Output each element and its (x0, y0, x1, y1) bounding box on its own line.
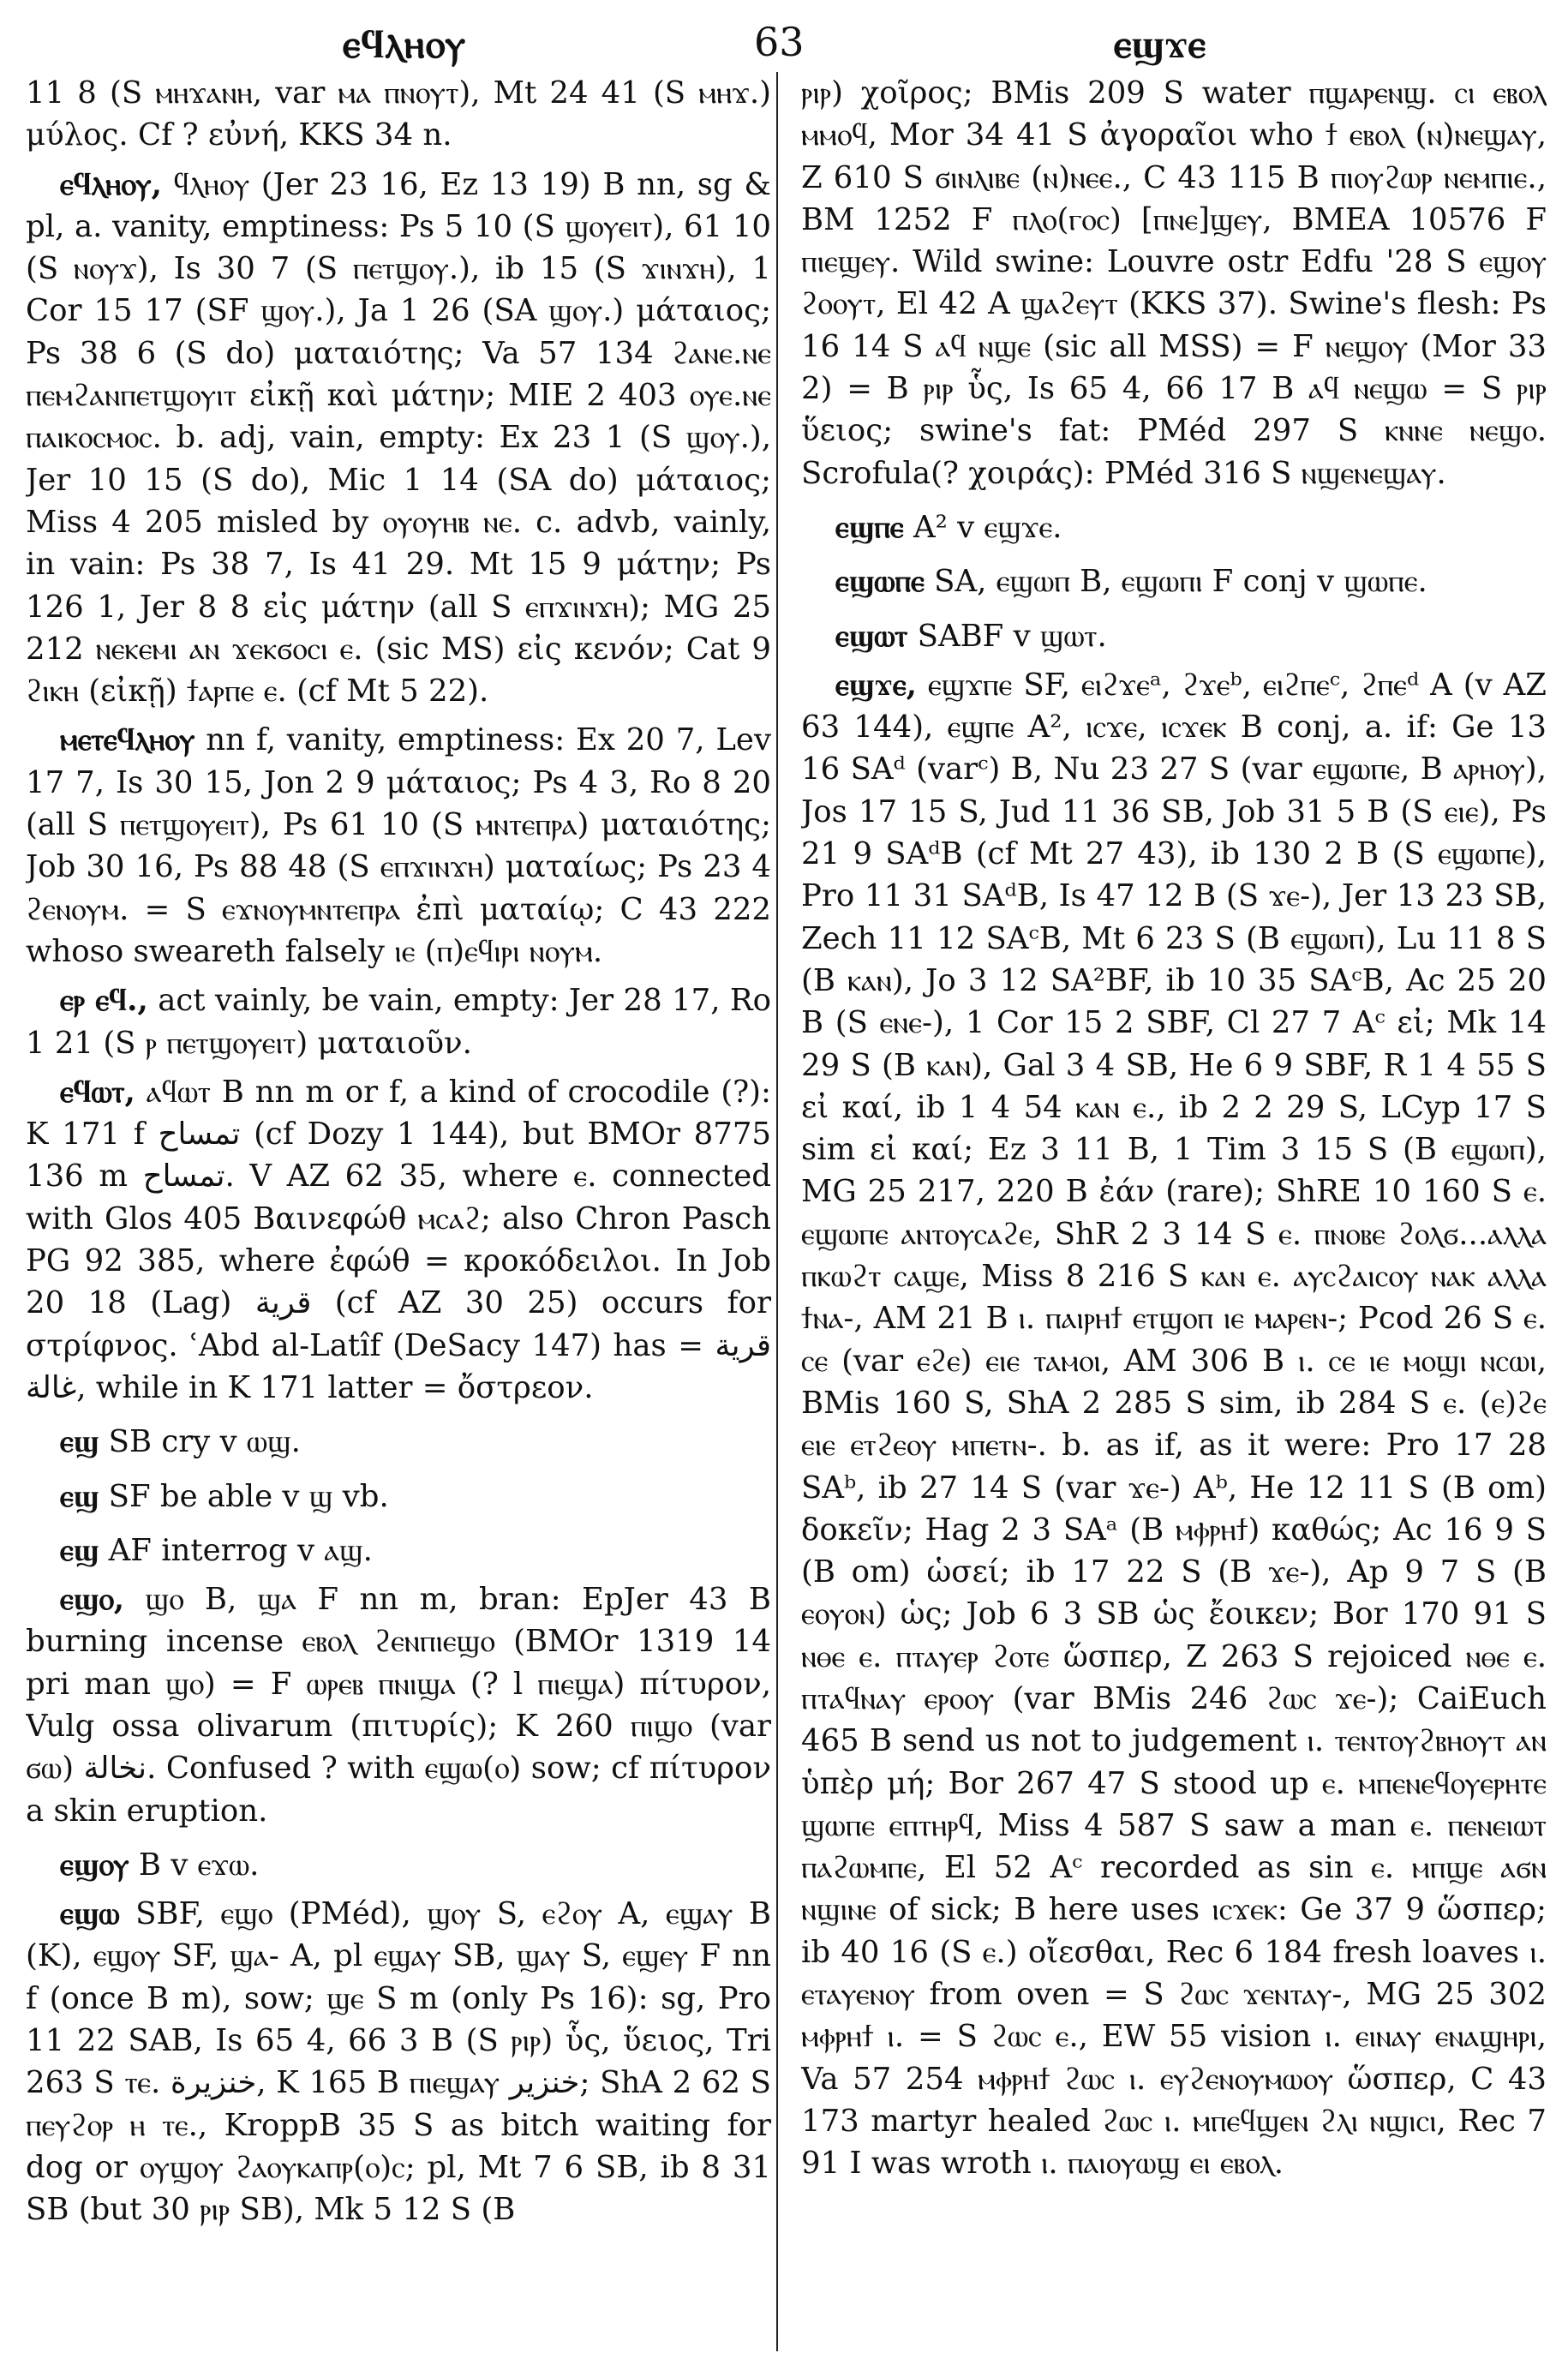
headword: ⲙⲉⲧⲉϥⲗⲏⲟⲩ (60, 722, 195, 758)
headword: ⲉϣ (60, 1478, 99, 1514)
entry-esh-interrog: ⲉϣ AF interrog v ⲁϣ. (60, 1532, 373, 1568)
left-column (26, 72, 771, 2343)
entry-continuation: ⲣⲓⲣ) χοῖρος; BMis 209 S water ⲡϣⲁⲣⲉⲛϣ. ⲥⲓ ⲉⲃⲟⲗ ⲙⲙⲟϥ, Mor 34 41 S ἀγοραῖοι who ϯ ⲉⲃⲟⲗ (ⲛ)ⲛⲉϣⲁⲩ, Z 610 S ϭⲓⲛⲗⲓⲃⲉ (ⲛ)ⲛⲉⲉ., C 43 115 B ⲡⲓⲟⲩϩⲱⲣ ⲛⲉⲙⲡⲓⲉ., BM 1252 F ⲡⲗⲟ(ⲅⲟⲥ) [ⲡⲛⲉ]ϣⲉⲩ, BMEA 10576 F ⲡⲓⲉϣⲉⲩ. Wild swine: Louvre ostr Edfu '28 S ⲉϣⲟⲩ ϩⲟⲟⲩⲧ, El 42 A ϣⲁϩⲉⲩⲧ (KKS 37). Swine's flesh: Ps 16 14 S ⲁϥ ⲛϣⲉ (sic all MSS) = F ⲛⲉϣⲟⲩ (Mor 33 2) = B ⲣⲓⲣ ὗς, Is 65 4, 66 17 B ⲁϥ ⲛⲉϣⲱ = S ⲣⲓⲣ ὕειος; swine's fat: PMéd 297 S ⲕⲛⲛⲉ ⲛⲉϣⲟ. Scrofula(? χοιράς): PMéd 316 S ⲛϣⲉⲛⲉϣⲁⲩ. (801, 75, 1547, 491)
entry-esh-cry: ⲉϣ SB cry v ⲱϣ. (60, 1424, 301, 1460)
headword: ⲉϣ (60, 1424, 99, 1460)
headword: ⲉϣⲱ (60, 1896, 120, 1932)
headword: ⲉϣ (60, 1532, 99, 1568)
running-headword-left: ⲉϥⲗⲏⲟⲩ (343, 21, 467, 67)
entry-esh-able: ⲉϣ SF be able v ϣ vb. (60, 1478, 389, 1514)
right-column (801, 72, 1547, 2343)
headword: ⲉϣⲟⲩ (60, 1847, 129, 1883)
page-number: 63 (754, 19, 805, 65)
running-headword-right: ⲉϣϫⲉ (1114, 21, 1206, 67)
headword: ⲉϥⲗⲏⲟⲩ, (60, 166, 162, 202)
entry-eshou: ⲉϣⲟⲩ B v ⲉϫⲱ. (60, 1847, 260, 1883)
column-divider (776, 72, 778, 2351)
subentry-metephleou: ⲙⲉⲧⲉϥⲗⲏⲟⲩ nn f, vanity, emptiness: Ex 20 7, Lev 17 7, Is 30 15, Jon 2 9 μάταιος; Ps 4 3, Ro 8 20 (all S ⲡⲉⲧϣⲟⲩⲉⲓⲧ), Ps 61 10 (S ⲙⲛⲧⲉⲡⲣⲁ) ματαιότης; Job 30 16, Ps 88 48 (S ⲉⲡϫⲓⲛϫⲏ) ματαίως; Ps 23 4 ϩⲉⲛⲟⲩⲙ. = S ⲉϫⲛⲟⲩⲙⲛⲧⲉⲡⲣⲁ ἐπὶ ματαίῳ; C 43 222 whoso sweareth falsely ⲓⲉ (ⲡ)ⲉϥⲓⲣⲓ ⲛⲟⲩⲙ. (26, 722, 771, 969)
headword: ⲉϥⲱⲧ, (60, 1074, 135, 1110)
entry-esho: ⲉϣⲟ, ϣⲟ B, ϣⲁ F nn m, bran: EpJer 43 B burning incense ⲉⲃⲟⲗ ϩⲉⲛⲡⲓⲉϣⲟ (BMOr 1319 14 pri man ϣⲟ) = F ⲱⲣⲉⲃ ⲡⲛⲓϣⲁ (? l ⲡⲓⲉϣⲁ) πίτυρον, Vulg ossa olivarum (πιτυρίς); K 260 ⲡⲓϣⲟ (var ϭⲱ) نخالة. Confused ? with ⲉϣⲱ(ⲟ) sow; cf πίτυρον a skin eruption. (26, 1582, 771, 1829)
headword: ⲉϣⲟ, (60, 1582, 125, 1618)
headword: ⲉϣⲡⲉ (835, 509, 904, 545)
entry-ephot: ⲉϥⲱⲧ, ⲁϥⲱⲧ B nn m or f, a kind of crocodile (?): K 171 f تمساح (cf Dozy 1 144), but BMOr 8775 136 m تمساح. V AZ 62 35, where ⲉ. connected with Glos 405 Βαινεφώθ ⲙⲥⲁϩ; also Chron Pasch PG 92 385, where ἐφώθ = κροκόδειλοι. In Job 20 18 (Lag) قرية (cf AZ 30 25) occurs for στρίφνος. ʿAbd al-Latîf (DeSacy 147) has قرية = غالة, while in K 171 latter = ὄστρεον. (26, 1074, 771, 1405)
headword: ⲉⲣ ⲉϥ., (60, 983, 148, 1019)
entry-esho-sow: ⲉϣⲱ SBF, ⲉϣⲟ (PMéd), ϣⲟⲩ S, ⲉϩⲟⲩ A, ⲉϣⲁⲩ B (K), ⲉϣⲟⲩ SF, ϣⲁ- A, pl ⲉϣⲁⲩ SB, ϣⲁⲩ S, ⲉϣⲉⲩ F nn f (once B m), sow; ϣⲉ S m (only Ps 16): sg, Pro 11 22 SAB, Is 65 4, 66 3 B (S ⲣⲓⲣ) ὗς, ὕειος, Tri 263 S ⲧⲉ. خنزيرة, K 165 B ⲡⲓⲉϣⲁⲩ خنزير; ShA 2 62 S ⲡⲉⲩϩⲟⲣ ⲏ ⲧⲉ., KroppB 35 S as bitch waiting for dog or ⲟⲩϣⲟⲩ ϩⲁⲟⲩⲕⲁⲡⲣ(ⲟ)ⲥ; pl, Mt 7 6 SB, ib 8 31 SB (but 30 ⲣⲓⲣ SB), Mk 5 12 S (B (26, 1896, 771, 2228)
entry-continuation: 11 8 (S ⲙⲏϫⲁⲛⲏ, var ⲙⲁ ⲡⲛⲟⲩⲧ), Mt 24 41 (S ⲙⲏϫ.) μύλος. Cf ? εὐνή, KKS 34 n. (26, 75, 771, 153)
page-header (0, 12, 1568, 72)
headword: ⲉϣϫⲉ, (835, 667, 917, 703)
headword: ⲉϣⲱⲡⲉ (835, 564, 925, 600)
entry-eshje: ⲉϣϫⲉ, ⲉϣϫⲡⲉ SF, ⲉⲓϩϫⲉᵃ, ϩϫⲉᵇ, ⲉⲓϩⲡⲉᶜ, ϩⲡⲉᵈ A (v AZ 63 144), ⲉϣⲡⲉ A², ⲓⲥϫⲉ, ⲓⲥϫⲉⲕ B conj, a. if: Ge 13 16 SAᵈ (varᶜ) B, Nu 23 27 S (var ⲉϣⲱⲡⲉ, B ⲁⲣⲏⲟⲩ), Jos 17 15 S, Jud 11 36 SB, Job 31 5 B (S ⲉⲓⲉ), Ps 21 9 SAᵈB (cf Mt 27 43), ib 130 2 B (S ⲉϣⲱⲡⲉ), Pro 11 31 SAᵈB, Is 47 12 B (S ϫⲉ-), Jer 13 23 SB, Zech 11 12 SAᶜB, Mt 6 23 S (B ⲉϣⲱⲡ), Lu 11 8 S (B ⲕⲁⲛ), Jo 3 12 SA²BF, ib 10 35 SAᶜB, Ac 25 20 B (S ⲉⲛⲉ-), 1 Cor 15 2 SBF, Cl 27 7 Aᶜ εἰ; Mk 14 29 S (B ⲕⲁⲛ), Gal 3 4 SB, He 6 9 SBF, R 1 4 55 S εἰ καί, ib 1 4 54 ⲕⲁⲛ ⲉ., ib 2 2 29 S, LCyp 17 S sim εἰ καί; Ez 3 11 B, 1 Tim 3 15 S (B ⲉϣⲱⲡ), MG 25 217, 220 B ἐάν (rare); ShRE 10 160 S ⲉ. ⲉϣⲱⲡⲉ ⲁⲛⲧⲟⲩⲥⲁϩⲉ, ShR 2 3 14 S ⲉ. ⲡⲛⲟⲃⲉ ϩⲟⲗϭ...ⲁⲗⲗⲁ ⲡⲕⲱϩⲧ ⲥⲁϣⲉ, Miss 8 216 S ⲕⲁⲛ ⲉ. ⲁⲩⲥϩⲁⲓⲥⲟⲩ ⲛⲁⲕ ⲁⲗⲗⲁ ϯⲛⲁ-, AM 21 B ⲓ. ⲡⲁⲓⲣⲏϯ ⲉⲧϣⲟⲡ ⲓⲉ ⲙⲁⲣⲉⲛ-; Pcod 26 S ⲉ. ⲥⲉ (var ⲉϩⲉ) ⲉⲓⲉ ⲧⲁⲙⲟⲓ, AM 306 B ⲓ. ⲥⲉ ⲓⲉ ⲙⲟϣⲓ ⲛⲥⲱⲓ, BMis 160 S, ShA 2 285 S sim, ib 284 S ⲉ. (ⲉ)ϩⲉ ⲉⲓⲉ ⲉⲧϩⲉⲟⲩ ⲙⲡⲉⲧⲛ-. b. as if, as it were: Pro 17 28 SAᵇ, ib 27 14 S (var ϫⲉ-) Aᵇ, He 12 11 S (B om) δοκεῖν; Hag 2 3 SAᵃ (B ⲙⲫⲣⲏϯ) καθώς; Ac 16 9 S (B om) ὡσεί; ib 17 22 S (B ϫⲉ-), Ap 9 7 S (B ⲉⲟⲩⲟⲛ) ὡς; Job 6 3 SB ὡς ἔοικεν; Bor 170 91 S ⲛⲑⲉ ⲉ. ⲡⲧⲁⲩⲉⲣ ϩⲟⲧⲉ ὥσπερ, Z 263 S rejoiced ⲛⲑⲉ ⲉ. ⲡⲧⲁϥⲛⲁⲩ ⲉⲣⲟⲟⲩ (var BMis 246 ϩⲱⲥ ϫⲉ-); CaiEuch 465 B send us not to judgement ⲓ. ⲧⲉⲛⲧⲟⲩϩⲃⲏⲟⲩⲧ ⲁⲛ ὑπὲρ μή; Bor 267 47 S stood up ⲉ. ⲙⲡⲉⲛⲉϥⲟⲩⲉⲣⲏⲧⲉ ϣⲱⲡⲉ ⲉⲡⲧⲏⲣϥ, Miss 4 587 S saw a man ⲉ. ⲡⲉⲛⲉⲓⲱⲧ ⲡⲁϩⲱⲙⲡⲉ, El 52 Aᶜ recorded as sin ⲉ. ⲙⲡϣⲉ ⲁϭⲛ ⲛϣⲓⲛⲉ of sick; B here uses ⲓⲥϫⲉⲕ: Ge 37 9 ὥσπερ; ib 40 16 (S ⲉ.) οἴεσθαι, Rec 6 184 fresh loaves ⲓ. ⲉⲧⲁⲩⲉⲛⲟⲩ from oven = S ϩⲱⲥ ϫⲉⲛⲧⲁⲩ-, MG 25 302 ⲙⲫⲣⲏϯ ⲓ. = S ϩⲱⲥ ⲉ., EW 55 vision ⲓ. ⲉⲓⲛⲁⲩ ⲉⲛⲁϣⲏⲣⲓ, Va 57 254 ⲙⲫⲣⲏϯ ϩⲱⲥ ⲓ. ⲉⲩϩⲉⲛⲟⲩⲙⲱⲟⲩ ὥσπερ, C 43 173 martyr healed ϩⲱⲥ ⲓ. ⲙⲡⲉϥϣⲉⲛ ϩⲗⲓ ⲛϣⲓⲥⲓ, Rec 7 91 I was wroth ⲓ. ⲡⲁⲓⲟⲩⲱϣ ⲉⲓ ⲉⲃⲟⲗ. (801, 667, 1547, 2182)
headword: ⲉϣⲱⲧ (835, 618, 908, 654)
subentry-er-eph: ⲉⲣ ⲉϥ., act vainly, be vain, empty: Jer 28 17, Ro 1 21 (S ⲣ ⲡⲉⲧϣⲟⲩⲉⲓⲧ) ματαιοῦν. (26, 983, 771, 1061)
entry-ephleou: ⲉϥⲗⲏⲟⲩ, ϥⲗⲏⲟⲩ (Jer 23 16, Ez 13 19) B nn, sg & pl, a. vanity, emptiness: Ps 5 10 (S ϣⲟⲩⲉⲓⲧ), 61 10 (S ⲛⲟⲩϫ), Is 30 7 (S ⲡⲉⲧϣⲟⲩ.), ib 15 (S ϫⲓⲛϫⲏ), 1 Cor 15 17 (SF ϣⲟⲩ.), Ja 1 26 (SA ϣⲟⲩ.) μάταιος; Ps 38 6 (S do) ματαιότης; Va 57 134 ϩⲁⲛⲉ.ⲛⲉ ⲡⲉⲙϩⲁⲛⲡⲉⲧϣⲟⲩⲓⲧ εἰκῇ καὶ μάτην; MIE 2 403 ⲟⲩⲉ.ⲛⲉ ⲡⲁⲓⲕⲟⲥⲙⲟⲥ. b. adj, vain, empty: Ex 23 1 (S ϣⲟⲩ.), Jer 10 15 (S do), Mic 1 14 (SA do) μάταιος; Miss 4 205 misled by ⲟⲩⲟⲩⲏⲃ ⲛⲉ. c. advb, vainly, in vain: Ps 38 7, Is 41 29. Mt 15 9 μάτην; Ps 126 1, Jer 8 8 εἰς μάτην (all S ⲉⲡϫⲓⲛϫⲏ); MG 25 212 ⲛⲉⲕⲉⲙⲓ ⲁⲛ ϫⲉⲕϭⲟⲥⲓ ⲉ. (sic MS) εἰς κενόν; Cat 9 ϩⲓⲕⲏ (εἰκῇ) ϯⲁⲣⲡⲉ ⲉ. (cf Mt 5 22). (26, 166, 771, 710)
entry-eshpe: ⲉϣⲡⲉ A² v ⲉϣϫⲉ. (835, 509, 1062, 545)
entry-eshot: ⲉϣⲱⲧ SABF v ϣⲱⲧ. (835, 618, 1107, 654)
entry-eshope: ⲉϣⲱⲡⲉ SA, ⲉϣⲱⲡ B, ⲉϣⲱⲡⲓ F conj v ϣⲱⲡⲉ. (835, 564, 1427, 600)
